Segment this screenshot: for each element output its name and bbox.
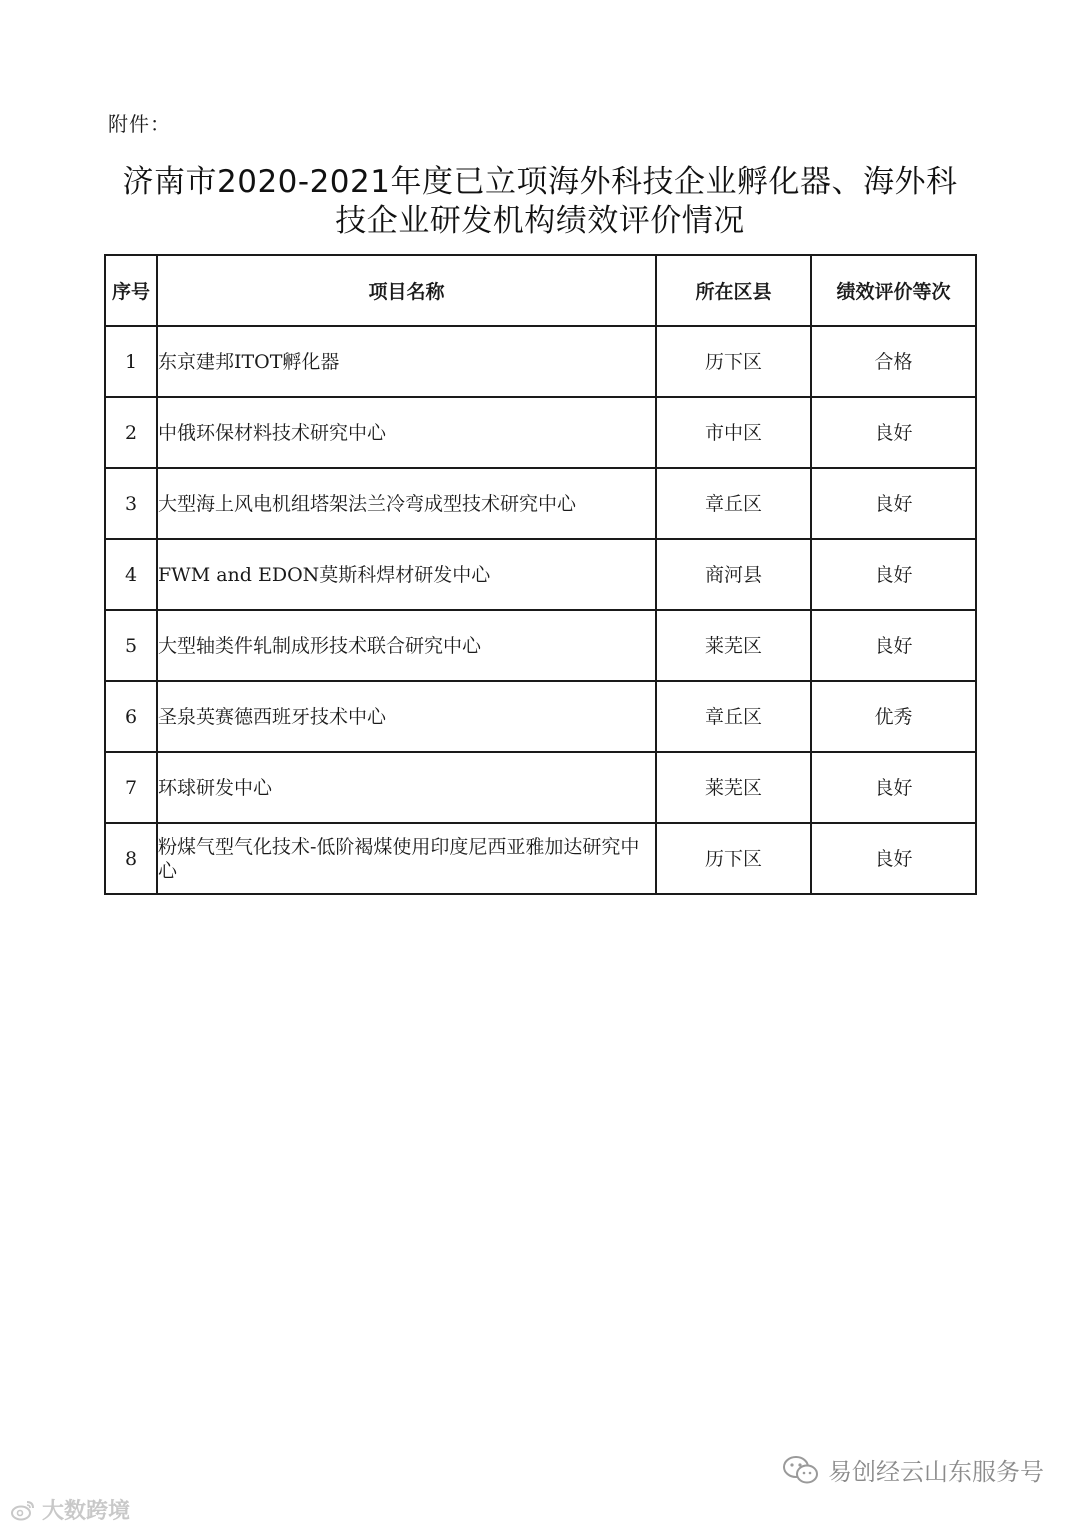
row-index: 5 xyxy=(105,610,157,681)
weibo-icon xyxy=(10,1499,36,1521)
header-name: 项目名称 xyxy=(157,255,656,326)
row-district: 市中区 xyxy=(656,397,811,468)
row-grade: 合格 xyxy=(811,326,976,397)
row-grade: 良好 xyxy=(811,468,976,539)
table-row xyxy=(105,681,976,752)
row-index: 4 xyxy=(105,539,157,610)
header-index: 序号 xyxy=(105,255,157,326)
row-grade: 良好 xyxy=(811,752,976,823)
attachment-label: 附件： xyxy=(108,112,171,136)
row-district: 莱芜区 xyxy=(656,610,811,681)
row-project-name: 粉煤气型气化技术-低阶褐煤使用印度尼西亚雅加达研究中心 xyxy=(157,823,656,894)
row-grade: 良好 xyxy=(811,397,976,468)
row-project-name: 圣泉英赛德西班牙技术中心 xyxy=(157,681,656,752)
table-row xyxy=(105,610,976,681)
header-grade: 绩效评价等次 xyxy=(811,255,976,326)
table-row xyxy=(105,397,976,468)
row-index: 7 xyxy=(105,752,157,823)
account-watermark xyxy=(782,1452,1044,1487)
evaluation-table xyxy=(104,254,977,895)
row-index: 6 xyxy=(105,681,157,752)
account-name: 易创经云山东服务号 xyxy=(828,1458,1044,1486)
row-index: 1 xyxy=(105,326,157,397)
row-district: 章丘区 xyxy=(656,468,811,539)
row-project-name: 环球研发中心 xyxy=(157,752,656,823)
corner-watermark xyxy=(10,1494,130,1525)
row-district: 莱芜区 xyxy=(656,752,811,823)
document-title-line-2: 技企业研发机构绩效评价情况 xyxy=(335,203,745,239)
table-header-row xyxy=(105,255,976,326)
row-district: 历下区 xyxy=(656,823,811,894)
row-index: 8 xyxy=(105,823,157,894)
row-district: 章丘区 xyxy=(656,681,811,752)
row-project-name: FWM and EDON莫斯科焊材研发中心 xyxy=(157,539,656,610)
row-index: 2 xyxy=(105,397,157,468)
row-grade: 优秀 xyxy=(811,681,976,752)
row-project-name: 大型轴类件轧制成形技术联合研究中心 xyxy=(157,610,656,681)
header-district: 所在区县 xyxy=(656,255,811,326)
row-project-name: 东京建邦ITOT孵化器 xyxy=(157,326,656,397)
row-district: 商河县 xyxy=(656,539,811,610)
document-title-line-1: 济南市2020-2021年度已立项海外科技企业孵化器、海外科 xyxy=(122,164,958,200)
corner-watermark-text: 大数跨境 xyxy=(42,1499,131,1524)
table-row xyxy=(105,326,976,397)
row-index: 3 xyxy=(105,468,157,539)
row-grade: 良好 xyxy=(811,823,976,894)
table-row xyxy=(105,539,976,610)
row-grade: 良好 xyxy=(811,610,976,681)
table-row xyxy=(105,823,976,894)
row-district: 历下区 xyxy=(656,326,811,397)
row-grade: 良好 xyxy=(811,539,976,610)
wechat-icon xyxy=(782,1455,820,1485)
row-project-name: 中俄环保材料技术研究中心 xyxy=(157,397,656,468)
table-row xyxy=(105,752,976,823)
table-row xyxy=(105,468,976,539)
row-project-name: 大型海上风电机组塔架法兰冷弯成型技术研究中心 xyxy=(157,468,656,539)
